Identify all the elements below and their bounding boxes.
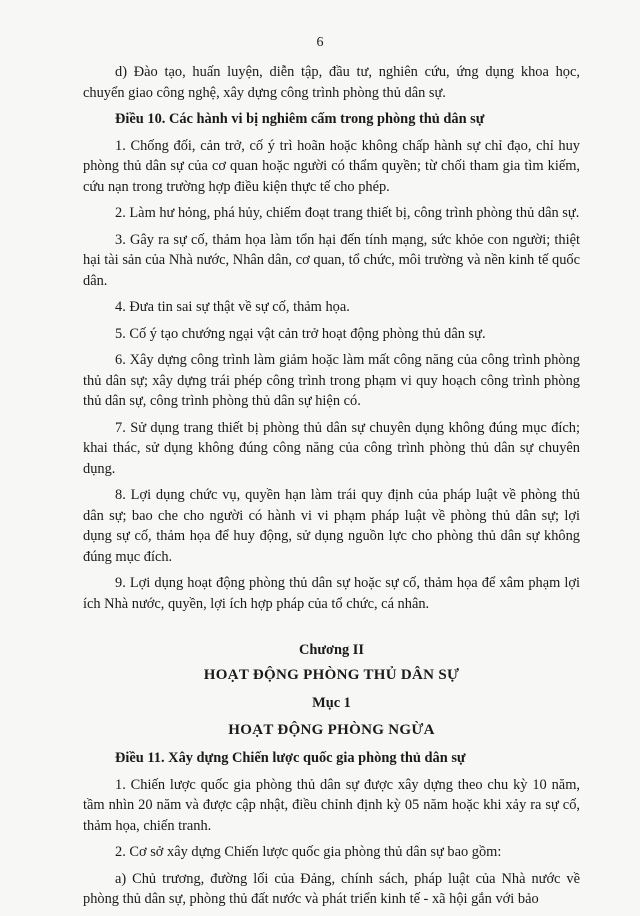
- chapter-title: HOẠT ĐỘNG PHÒNG THỦ DÂN SỰ: [203, 666, 460, 683]
- paragraph: 1. Chống đối, cản trở, cố ý trì hoãn hoặc không chấp hành sự chỉ đạo, chỉ huy phòng thủ dân sự của cơ quan hoặc người có thẩm quyền; từ chối tham gia tìm kiếm, cứu nạn trong trường hợp điều kiện thực tế cho phép.: [83, 137, 580, 195]
- paragraph: 6. Xây dựng công trình làm giảm hoặc làm mất công năng của công trình phòng thủ dân sự; xây dựng trái phép công trình trong phạm vi quy hoạch công trình phòng thủ dân sự, công trình phòng thủ dân sự hiện có.: [83, 352, 580, 409]
- paragraph: 7. Sử dụng trang thiết bị phòng thủ dân sự chuyên dụng không đúng mục đích; khai thác, sử dụng không đúng công năng của công trình phòng thủ dân sự chuyên dụng.: [83, 419, 580, 477]
- paragraph: 3. Gây ra sự cố, thảm họa làm tổn hại đến tính mạng, sức khỏe con người; thiệt hại tài sản của Nhà nước, Nhân dân, cơ quan, tổ chức, môi trường và nền kinh tế quốc dân.: [83, 231, 580, 289]
- article-heading: Điều 10. Các hành vi bị nghiêm cấm trong phòng thủ dân sự: [115, 111, 485, 127]
- paragraph: 9. Lợi dụng hoạt động phòng thủ dân sự hoặc sự cố, thảm họa để xâm phạm lợi ích Nhà nước, quyền, lợi ích hợp pháp của tổ chức, cá nhân.: [83, 575, 580, 612]
- paragraph: 8. Lợi dụng chức vụ, quyền hạn làm trái quy định của pháp luật về phòng thủ dân sự; bao che cho người có hành vi vi phạm pháp luật về phòng thủ dân sự; lợi dụng sự cố, thảm họa để huy động, sử dụng nguồn lực cho phòng thủ dân sự không đúng mục đích.: [83, 487, 580, 565]
- page-number: 6: [316, 35, 324, 50]
- paragraph: 2. Làm hư hỏng, phá hủy, chiếm đoạt trang thiết bị, công trình phòng thủ dân sự.: [115, 205, 580, 221]
- paragraph: d) Đào tạo, huấn luyện, diễn tập, đầu tư, nghiên cứu, ứng dụng khoa học, chuyển giao công nghệ, xây dựng công trình phòng thủ dân sự.: [83, 64, 580, 101]
- paragraph: 4. Đưa tin sai sự thật về sự cố, thảm họa.: [115, 299, 350, 315]
- paragraph: 2. Cơ sở xây dựng Chiến lược quốc gia phòng thủ dân sự bao gồm:: [115, 844, 502, 860]
- paragraph: 5. Cố ý tạo chướng ngại vật cản trở hoạt động phòng thủ dân sự.: [115, 325, 486, 342]
- section-title: HOẠT ĐỘNG PHÒNG NGỪA: [228, 721, 435, 738]
- paragraph: 1. Chiến lược quốc gia phòng thủ dân sự được xây dựng theo chu kỳ 10 năm, tầm nhìn 20 năm và được cập nhật, điều chỉnh định kỳ 05 năm hoặc khi xảy ra sự cố, thảm họa, chiến tranh.: [83, 776, 580, 834]
- section-label: Mục 1: [312, 695, 351, 711]
- document-body: [83, 62, 580, 916]
- article-10-region: [83, 62, 580, 614]
- paragraph: a) Chủ trương, đường lối của Đảng, chính sách, pháp luật của Nhà nước về phòng thủ dân sự, phòng thủ đất nước và phát triển kinh tế - xã hội gắn với bảo: [83, 870, 580, 907]
- article-11-region: [83, 748, 580, 910]
- article-heading: Điều 11. Xây dựng Chiến lược quốc gia phòng thủ dân sự: [115, 750, 466, 766]
- chapter-label: Chương II: [299, 642, 364, 658]
